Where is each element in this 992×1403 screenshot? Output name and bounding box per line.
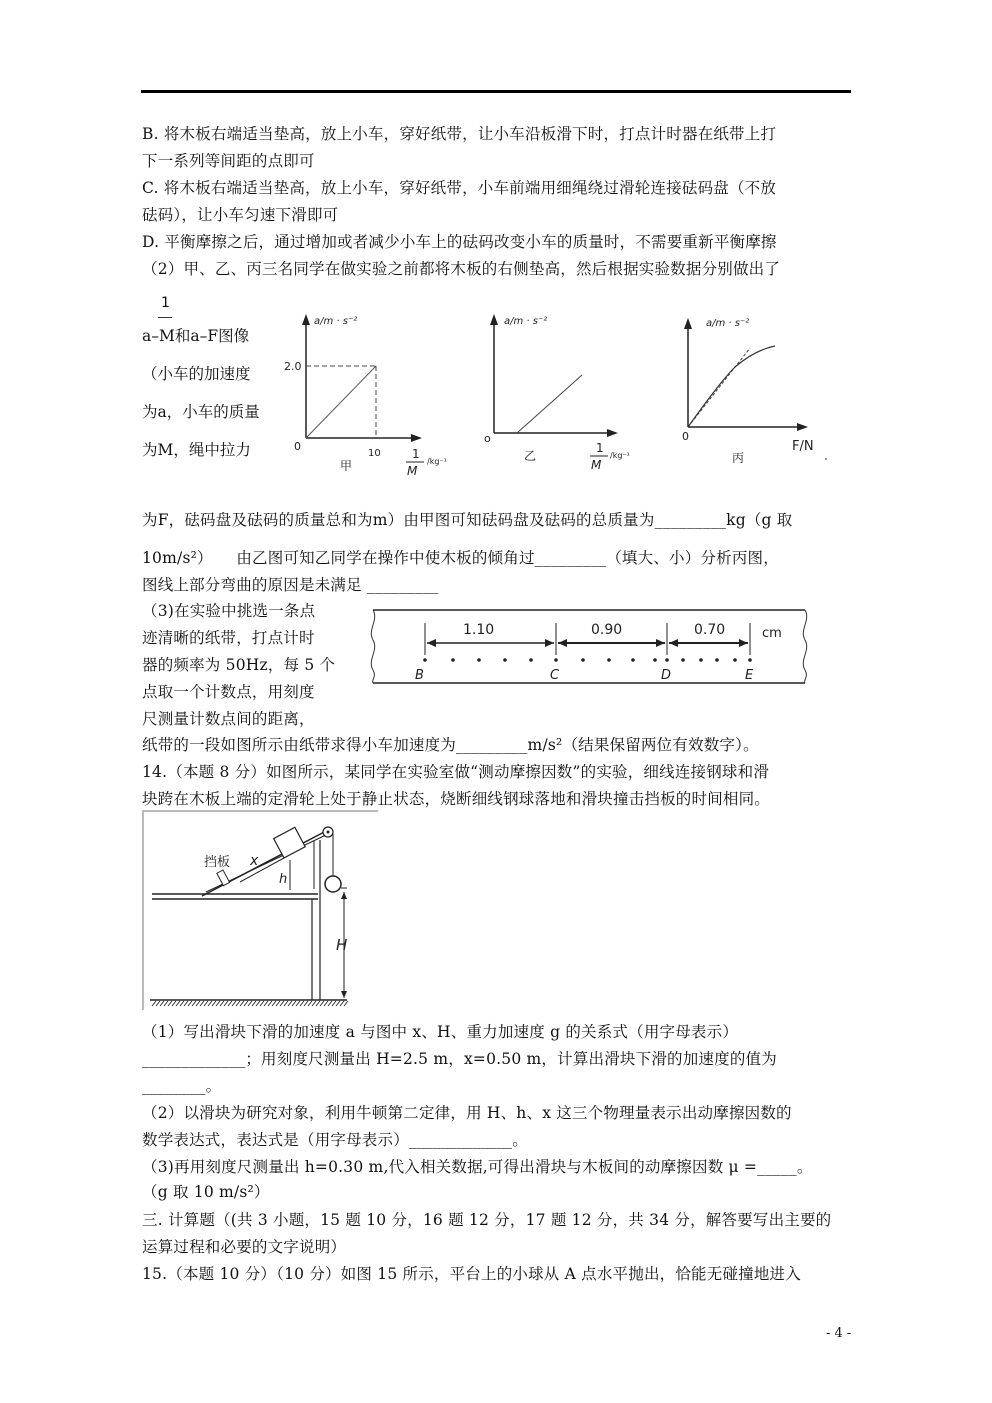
hatch-mark xyxy=(260,1001,264,1006)
x-dimension xyxy=(240,858,284,882)
baffle xyxy=(217,870,230,886)
q14-part1-line1: （1）写出滑块下滑的加速度 a 与图中 x、H、重力加速度 g 的关系式（用字母表示） xyxy=(142,1023,739,1041)
hatch-mark xyxy=(208,1001,212,1006)
q14-part1-line3: ________。 xyxy=(142,1077,222,1095)
tape-dot xyxy=(681,658,685,662)
x-label: F/N xyxy=(792,439,814,454)
hatch-mark xyxy=(188,1001,192,1006)
origin-label: o xyxy=(484,432,491,445)
tape-dot xyxy=(554,658,558,662)
hatch-mark xyxy=(336,1001,340,1006)
tape-dot xyxy=(715,658,719,662)
data-line xyxy=(306,366,376,438)
x-label-denominator: M xyxy=(591,458,602,472)
x-label-numerator: 1 xyxy=(596,441,604,455)
question3-line2: 迹清晰的纸带，打点计时 xyxy=(142,629,315,647)
tape-dot xyxy=(423,658,427,662)
x-unit: /kg⁻¹ xyxy=(427,457,447,466)
y-axis-arrow xyxy=(490,314,498,325)
question2-line2: 为F，砝码盘及砝码的质量总和为m）由甲图可知砝码盘及砝码的总质量为_________kg（g 取 xyxy=(142,511,793,529)
tape-dot xyxy=(665,658,669,662)
question3-line1: （3)在实验中挑选一条点 xyxy=(142,602,316,620)
hatch-mark xyxy=(216,1001,220,1006)
caption: 乙 xyxy=(524,449,537,463)
hatch-mark xyxy=(180,1001,184,1006)
figure-yi xyxy=(482,312,647,481)
side-text-3: 为a，小车的质量 xyxy=(142,403,260,421)
hatch-mark xyxy=(204,1001,208,1006)
option-b-line2: 下一系列等间距的点即可 xyxy=(142,152,315,170)
x-axis-arrow xyxy=(607,429,618,437)
option-c-line1: C. 将木板右端适当垫高，放上小车，穿好纸带，小车前端用细绳绕过滑轮连接砝码盘（不放 xyxy=(142,179,777,197)
hatch-mark xyxy=(300,1001,304,1006)
hatch-mark xyxy=(228,1001,232,1006)
page-number: - 4 - xyxy=(826,1326,852,1341)
tape-dot xyxy=(581,658,585,662)
segment-de-label: 0.70 xyxy=(694,622,726,638)
ground-hatch xyxy=(152,1001,348,1006)
point-e-label: E xyxy=(745,668,754,683)
dashed-tangent xyxy=(688,348,750,427)
origin-label: 0 xyxy=(682,430,689,443)
tape-dot xyxy=(653,658,657,662)
tape-dots xyxy=(423,658,752,662)
tape-dot xyxy=(477,658,481,662)
y-tick-2: 2.0 xyxy=(284,360,302,373)
question2-line3: 10m/s²） 由乙图可知乙同学在操作中使木板的倾角过_________（填大、小）分析丙图， xyxy=(142,549,779,567)
question15-line1: 15.（本题 10 分）（10 分）如图 15 所示，平台上的小球从 A 点水平抛出，恰能无碰撞地进入 xyxy=(142,1265,801,1283)
x-label-denominator: M xyxy=(407,464,418,477)
speck xyxy=(825,458,827,460)
fraction-numerator: 1 xyxy=(161,295,170,311)
hatch-mark xyxy=(240,1001,244,1006)
hatch-mark xyxy=(192,1001,196,1006)
tape-dot xyxy=(529,658,533,662)
hatch-mark xyxy=(164,1001,168,1006)
hatch-mark xyxy=(268,1001,272,1006)
h-label: h xyxy=(279,872,288,887)
section3-line1: 三. 计算题（(共 3 小题，15 题 10 分，16 题 12 分，17 题 12 分，共 34 分，解答要写出主要的 xyxy=(142,1211,832,1229)
tape-dot xyxy=(699,658,703,662)
hatch-mark xyxy=(252,1001,256,1006)
side-text-1: a–M和a–F图像 xyxy=(142,327,250,345)
hatch-mark xyxy=(160,1001,164,1006)
hatch-mark xyxy=(236,1001,240,1006)
option-d-line1: D. 平衡摩擦之后，通过增加或者减少小车上的砝码改变小车的质量时，不需要重新平衡摩擦 xyxy=(142,233,777,251)
hatch-mark xyxy=(168,1001,172,1006)
x-unit: /kg⁻¹ xyxy=(610,451,630,460)
unit-label: cm xyxy=(762,626,782,641)
point-b-label: B xyxy=(415,668,424,683)
y-label: a/m · s⁻² xyxy=(314,316,358,327)
hatch-mark xyxy=(200,1001,204,1006)
y-axis-arrow xyxy=(302,314,310,325)
question2-line1: （2）甲、乙、丙三名同学在做实验之前都将木板的右侧垫高，然后根据实验数据分别做出了 xyxy=(142,260,781,278)
x-axis-arrow xyxy=(411,434,422,442)
question3-line3: 器的频率为 50Hz，每 5 个 xyxy=(142,656,336,674)
tape-dot xyxy=(503,658,507,662)
question2-line4: 图线上部分弯曲的原因是未满足 _________ xyxy=(142,576,439,594)
question3-line5: 尺测量计数点间的距离， xyxy=(142,710,315,728)
hatch-mark xyxy=(184,1001,188,1006)
section3-line2: 运算过程和必要的文字说明） xyxy=(142,1238,347,1256)
hatch-mark xyxy=(280,1001,284,1006)
curve xyxy=(688,346,775,427)
x-tick-10: 10 xyxy=(368,448,381,459)
point-d-label: D xyxy=(661,668,672,683)
y-label: a/m · s⁻² xyxy=(706,318,750,329)
point-c-label: C xyxy=(550,668,560,683)
hatch-mark xyxy=(272,1001,276,1006)
baffle-label: 挡板 xyxy=(204,855,231,870)
hatch-mark xyxy=(288,1001,292,1006)
hatch-mark xyxy=(344,1001,348,1006)
hatch-mark xyxy=(256,1001,260,1006)
hatch-mark xyxy=(320,1001,324,1006)
q14-part3-line1: （3)再用刻度尺测量出 h=0.30 m,代入相关数据,可得出滑块与木板间的动摩擦因数 μ =_____。 xyxy=(142,1158,813,1176)
hatch-mark xyxy=(324,1001,328,1006)
hatch-mark xyxy=(232,1001,236,1006)
hatch-mark xyxy=(212,1001,216,1006)
hatch-mark xyxy=(328,1001,332,1006)
hatch-mark xyxy=(304,1001,308,1006)
tape-dot xyxy=(607,658,611,662)
y-label: a/m · s⁻² xyxy=(504,316,548,327)
hatch-mark xyxy=(292,1001,296,1006)
steel-ball xyxy=(325,876,341,892)
segment-cd-label: 0.90 xyxy=(591,622,623,638)
caption: 丙 xyxy=(732,451,745,465)
hatch-mark xyxy=(248,1001,252,1006)
header-rule xyxy=(141,90,851,93)
option-c-line2: 砝码），让小车匀速下滑即可 xyxy=(142,206,339,224)
side-text-2: （小车的加速度 xyxy=(142,365,251,383)
q14-part3-line2: （g 取 10 m/s²） xyxy=(142,1183,270,1201)
question14-line1: 14.（本题 8 分）如图所示，某同学在实验室做“测动摩擦因数”的实验，细线连接钢球和滑 xyxy=(142,763,770,781)
figure-jia xyxy=(280,312,460,481)
x-axis-arrow xyxy=(797,423,808,431)
hatch-mark xyxy=(152,1001,156,1006)
origin-label: 0 xyxy=(294,440,301,453)
hatch-mark xyxy=(276,1001,280,1006)
tape-dot xyxy=(733,658,737,662)
hatch-mark xyxy=(172,1001,176,1006)
hatch-mark xyxy=(176,1001,180,1006)
x-label: x xyxy=(250,853,259,869)
hatch-mark xyxy=(332,1001,336,1006)
q14-part2-line1: （2）以滑块为研究对象，利用牛顿第二定律，用 H、h、x 这三个物理量表示出动摩擦因数的 xyxy=(142,1104,792,1122)
side-text-4: 为M，绳中拉力 xyxy=(142,441,251,459)
caption: 甲 xyxy=(340,459,353,473)
hatch-mark xyxy=(224,1001,228,1006)
H-label: H xyxy=(336,936,348,954)
x-label-numerator: 1 xyxy=(412,447,420,461)
hatch-mark xyxy=(296,1001,300,1006)
segment-bc-label: 1.10 xyxy=(463,622,495,638)
figure-apparatus xyxy=(142,810,382,1014)
tape-dot xyxy=(748,658,752,662)
question14-line2: 块跨在木板上端的定滑轮上处于静止状态，烧断细线钢球落地和滑块撞击挡板的时间相同。 xyxy=(142,790,771,808)
hatch-mark xyxy=(156,1001,160,1006)
fraction-bar xyxy=(158,317,172,318)
data-line xyxy=(517,375,582,433)
hatch-mark xyxy=(264,1001,268,1006)
question3-line6: 纸带的一段如图所示由纸带求得小车加速度为_________m/s²（结果保留两位有效数字）。 xyxy=(142,736,759,754)
hatch-mark xyxy=(244,1001,248,1006)
hatch-mark xyxy=(196,1001,200,1006)
hatch-mark xyxy=(284,1001,288,1006)
tape-dot xyxy=(631,658,635,662)
hatch-mark xyxy=(340,1001,344,1006)
tape-left-tear xyxy=(371,610,374,683)
tape-right-tear xyxy=(803,610,806,683)
q14-part2-line2: 数学表达式，表达式是（用字母表示）_____________。 xyxy=(142,1131,528,1149)
hatch-mark xyxy=(312,1001,316,1006)
figure-bing xyxy=(680,312,850,476)
slider-block xyxy=(274,827,306,858)
y-axis-arrow xyxy=(684,318,692,329)
hatch-mark xyxy=(220,1001,224,1006)
option-b-line1: B. 将木板右端适当垫高，放上小车，穿好纸带，让小车沿板滑下时，打点计时器在纸带上打 xyxy=(142,125,777,143)
q14-part1-line2: _____________；用刻度尺测量出 H=2.5 m，x=0.50 m，计算出滑块下滑的加速度的值为 xyxy=(142,1050,777,1068)
tape-dot xyxy=(451,658,455,662)
figure-paper-tape xyxy=(365,605,815,699)
question3-line4: 点取一个计数点，用刻度 xyxy=(142,683,315,701)
hatch-mark xyxy=(308,1001,312,1006)
hatch-mark xyxy=(316,1001,320,1006)
